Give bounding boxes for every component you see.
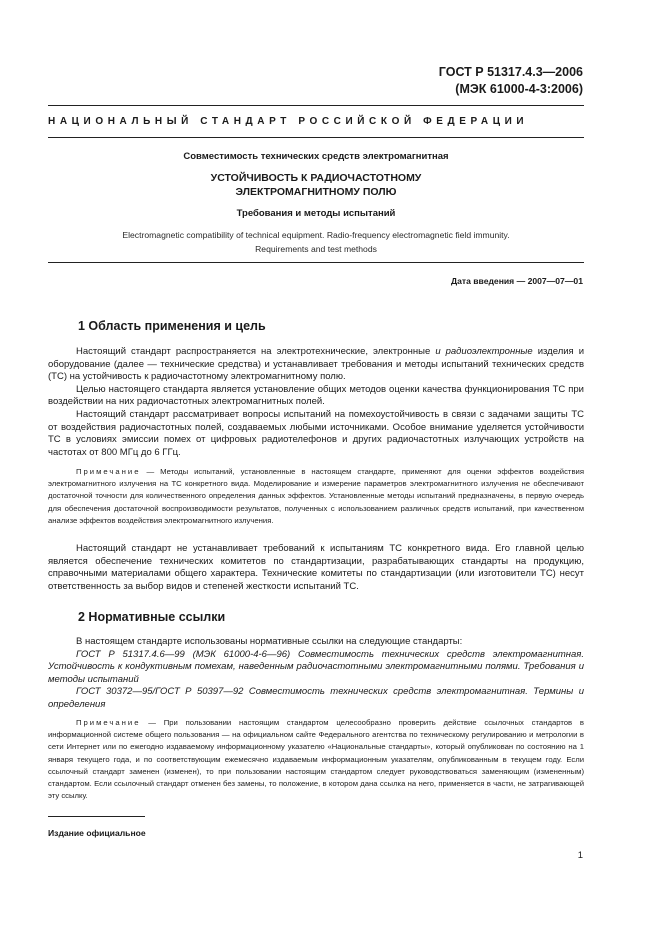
reference-2: ГОСТ 30372—95/ГОСТ Р 50397—92 Совместимость технических средств электромагнитная. Термины и определения bbox=[48, 686, 584, 710]
note-label: Примечание bbox=[76, 467, 141, 476]
title-main-line1: УСТОЙЧИВОСТЬ К РАДИОЧАСТОТНОМУ bbox=[210, 172, 422, 184]
official-edition-label: Издание официальное bbox=[48, 828, 146, 838]
note-label: Примечание bbox=[76, 718, 141, 727]
note-text: — Методы испытаний, установленные в настоящем стандарте, применяют для оценки эффектов воздействия электромагнитного излучения на ТС конкретного вида. Моделирование и измерение параметров электромагнитного излучения не обеспечивают достаточной точности для количественного определения данных эффектов. Установленные методы испытаний предназначены, в первую очередь для обеспечения достаточной воспроизводимости результатов, полученных с использованием различных средств испытаний, при качественном анализе эффектов воздействия электромагнитного излучения. bbox=[48, 467, 584, 525]
section1-paragraph-3: Настоящий стандарт рассматривает вопросы испытаний на помехоустойчивость в связи с задачами защиты ТС от воздействия радиочастотных полей, создаваемых любыми источниками. Особое внимание уделяется устойчивости ТС в условиях эмиссии помех от цифровых радиотелефонов и других радиочастотных излучающих устройств на частотах от 800 МГц до 6 ГГц. bbox=[48, 408, 584, 458]
section2-intro: В настоящем стандарте использованы нормативные ссылки на следующие стандарты: bbox=[76, 636, 463, 647]
iec-number: (МЭК 61000-4-3:2006) bbox=[455, 82, 583, 96]
gost-number: ГОСТ Р 51317.4.3—2006 bbox=[438, 65, 583, 79]
section1-paragraph-4: Настоящий стандарт не устанавливает требований к испытаниям ТС конкретного вида. Его главной целью является обеспечение технических комитетов по стандартизации, разрабатывающих стандарты на продукцию, справочными материалами общего характера. Технические комитеты по стандартизации (или изготовители ТС) несут ответственность за выбор видов и степеней жесткости испытаний ТС. bbox=[48, 543, 584, 592]
top-rule bbox=[48, 105, 584, 106]
title-english-line1: Electromagnetic compatibility of technical equipment. Radio-frequency electromagnetic field immunity. bbox=[122, 230, 510, 240]
introduction-date: Дата введения — 2007—07—01 bbox=[450, 276, 583, 286]
title-main-line2: ЭЛЕКТРОМАГНИТНОМУ ПОЛЮ bbox=[235, 186, 397, 198]
section1-paragraphs bbox=[48, 346, 584, 459]
banner-rule bbox=[48, 137, 584, 138]
section1-paragraph-2: Целью настоящего стандарта является установление общих методов оценки качества функционирования ТС при воздействии на них радиочастотных электромагнитных полей. bbox=[48, 383, 584, 408]
title-subtitle: Требования и методы испытаний bbox=[236, 208, 396, 219]
section1-paragraph-4-block bbox=[48, 543, 584, 593]
section2-heading: 2 Нормативные ссылки bbox=[78, 610, 226, 624]
section2-note bbox=[48, 717, 584, 802]
section2-references bbox=[48, 636, 584, 712]
national-standard-banner: НАЦИОНАЛЬНЫЙ СТАНДАРТ РОССИЙСКОЙ ФЕДЕРАЦИИ bbox=[48, 116, 529, 127]
title-topic: Совместимость технических средств электромагнитная bbox=[183, 151, 449, 162]
standard-number-block bbox=[439, 64, 583, 98]
footer-rule bbox=[48, 816, 145, 817]
title-english-line2: Requirements and test methods bbox=[255, 244, 377, 254]
title-english bbox=[48, 228, 584, 256]
title-rule bbox=[48, 262, 584, 263]
note-text: — При пользовании настоящим стандартом целесообразно проверить действие ссылочных стандартов в информационной системе общего пользования — на официальном сайте Федерального агентства по техническому регулированию и метрологии в сети Интернет или по ежегодно издаваемому информационному указателю «Национальные стандарты», который опубликован по состоянию на 1 января текущего года, и по соответствующим ежемесячно издаваемым информационным указателям, опубликованным в текущем году. Если ссылочный стандарт заменен (изменен), то при пользовании настоящим стандартом следует руководствоваться заменяющим (измененным) стандартом. Если ссылочный стандарт отменен без замены, то положение, в котором дана ссылка на него, применяется в части, не затрагивающей эту ссылку. bbox=[48, 718, 584, 801]
page-number: 1 bbox=[577, 850, 583, 861]
section1-heading: 1 Область применения и цель bbox=[78, 319, 266, 333]
reference-1: ГОСТ Р 51317.4.6—99 (МЭК 61000-4-6—96) Совместимость технических средств электромагнитная. Устойчивость к кондуктивным помехам, наведенным радиочастотными электромагнитными полями. Требования и методы испытаний bbox=[48, 648, 584, 685]
section1-paragraph-1: Настоящий стандарт распространяется на электротехнические, электронные и радиоэлектронные изделия и оборудование (далее — технические средства) и устанавливает требования и методы испытаний технических средств (ТС) на устойчивость к радиочастотному электромагнитному полю. bbox=[48, 346, 585, 383]
section1-note bbox=[48, 466, 584, 527]
title-main bbox=[48, 171, 584, 199]
